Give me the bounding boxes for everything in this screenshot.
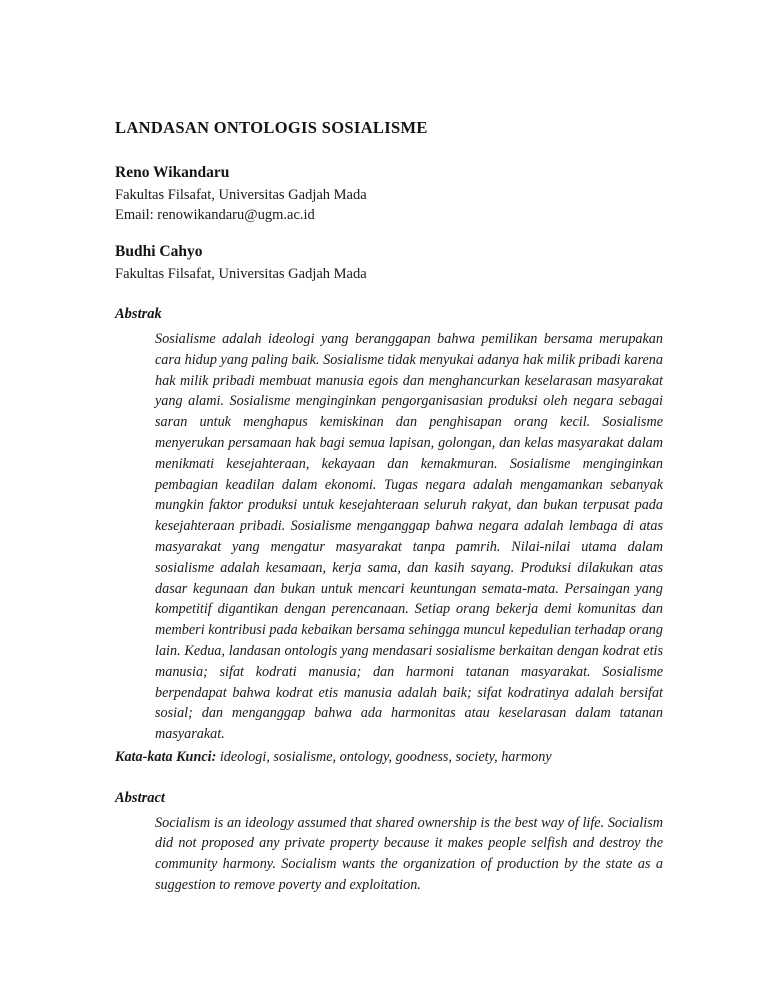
keywords bbox=[115, 747, 663, 768]
keywords-value: ideologi, sosialisme, ontology, goodness, society, harmony bbox=[216, 748, 552, 765]
author-affiliation: Fakultas Filsafat, Universitas Gadjah Mada bbox=[115, 266, 367, 282]
section-spacer bbox=[115, 768, 663, 790]
abstract-heading: Abstract bbox=[115, 789, 165, 806]
author-block-1 bbox=[115, 164, 663, 225]
author-affiliation: Fakultas Filsafat, Universitas Gadjah Mada bbox=[115, 187, 367, 203]
page-title: LANDASAN ONTOLOGIS SOSIALISME bbox=[115, 118, 428, 137]
abstract-body: Socialism is an ideology assumed that shared ownership is the best way of life. Socialism did not proposed any private property because it makes people selfish and destroy the community harmony. Socialism wants the organization of production by the state as a suggestion to remove poverty and exploitation. bbox=[155, 814, 663, 893]
keywords-label: Kata-kata Kunci: bbox=[115, 748, 217, 765]
author-block-2 bbox=[115, 243, 663, 284]
abstrak-heading: Abstrak bbox=[115, 306, 162, 322]
abstrak-body: Sosialisme adalah ideologi yang beranggapan bahwa pemilikan bersama merupakan cara hidup yang paling baik. Sosialisme tidak menyukai adanya hak milik pribadi karena hak milik pribadi membuat manusia egois dan menghancurkan keselarasan masyarakat yang alami. Sosialisme menginginkan pengorganisasian produksi oleh negara sebagai saran untuk menghapus kemiskinan dan penghisapan orang kecil. Sosialisme menyerukan persamaan hak bagi semua lapisan, golongan, dan kelas masyarakat dalam menikmati kesejahteraan, kekayaan dan kemakmuran. Sosialisme menginginkan pembagian keadilan dalam ekonomi. Tugas negara adalah mengamankan sebanyak mungkin faktor produksi untuk kesejahteraan seluruh rakyat, dan bukan terpusat pada kesejahteraan pribadi. Sosialisme menganggap bahwa negara adalah lembaga di atas masyarakat yang mengatur masyarakat tanpa pamrih. Nilai-nilai utama dalam sosialisme adalah kesamaan, kerja sama, dan kasih sayang. Produksi dilakukan atas dasar kegunaan dan bukan untuk mencari keuntungan semata-mata. Persaingan yang kompetitif digantikan dengan perencanaan. Setiap orang bekerja demi komunitas dan memberi kontribusi pada kebaikan bersama sehingga muncul kepedulian terhadap orang lain. Kedua, landasan ontologis yang mendasari sosialisme berkaitan dengan kodrat etis manusia; sifat kodrati manusia; dan harmoni tatanan masyarakat. Sosialisme berpendapat bahwa kodrat etis manusia adalah baik; sifat kodratinya adalah bersifat sosial; dan menganggap bahwa ada harmonitas atau keselarasan dalam tatanan masyarakat. bbox=[155, 331, 663, 743]
author-name: Budhi Cahyo bbox=[115, 243, 203, 260]
author-email: Email: renowikandaru@ugm.ac.id bbox=[115, 207, 315, 223]
author-name: Reno Wikandaru bbox=[115, 164, 230, 181]
